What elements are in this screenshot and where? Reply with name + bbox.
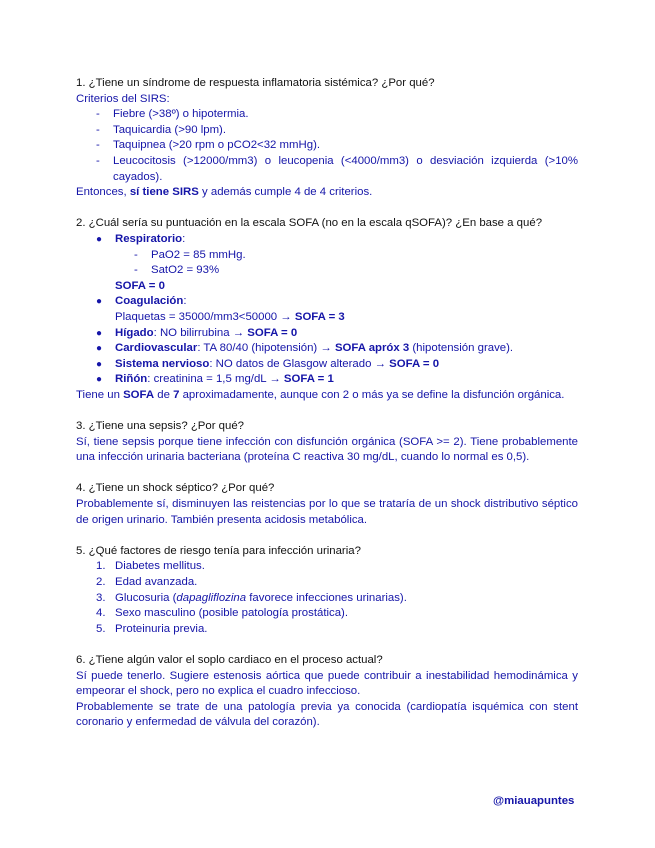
sofa-nervous: ● Sistema nervioso: NO datos de Glasgow alterado → SOFA = 0	[96, 357, 440, 370]
sirs-intro: Criterios del SIRS:	[76, 92, 170, 105]
list-item: - Fiebre (>38º) o hipotermia.	[96, 108, 249, 121]
list-item: - Taquipnea (>20 rpm o pCO2<32 mmHg).	[96, 139, 321, 152]
list-item: - Taquicardia (>90 lpm).	[96, 123, 227, 136]
sofa-cardiovascular: ● Cardiovascular: TA 80/40 (hipotensión) → SOFA apróx 3 (hipotensión grave).	[96, 342, 514, 355]
answer-3: Sí, tiene sepsis porque tiene infección con disfunción orgánica (SOFA >= 2). Tiene probablemente una infección urinaria bacteriana (proteína C reactiva 30 mg/dL, cuando lo normal es 0,5).	[76, 435, 578, 464]
list-item: 4. Sexo masculino (posible patología prostática).	[96, 607, 349, 620]
sofa-kidney: ● Riñón: creatinina = 1,5 mg/dL → SOFA = 1	[96, 373, 334, 386]
sofa-liver: ● Hígado: NO bilirrubina → SOFA = 0	[96, 326, 298, 339]
sirs-conclusion: Entonces, sí tiene SIRS y además cumple 4 de 4 criterios.	[76, 186, 373, 199]
question-6: 6. ¿Tiene algún valor el soplo cardiaco en el proceso actual?	[76, 653, 383, 666]
list-item: - PaO2 = 85 mmHg.	[134, 248, 246, 261]
question-5: 5. ¿Qué factores de riesgo tenía para infección urinaria?	[76, 544, 361, 557]
list-item: - Leucocitosis (>12000/mm3) o leucopenia (<4000/mm3) o desviación izquierda (>10% cayados).	[96, 154, 578, 183]
sofa-resp-score: SOFA = 0	[115, 279, 165, 292]
answer-6b: Probablemente se trate de una patología previa ya conocida (cardiopatía isquémica con stent coronario y enfermedad de válvula del corazón).	[76, 700, 578, 729]
sofa-coag-detail: Plaquetas = 35000/mm3<50000 → SOFA = 3	[115, 310, 345, 323]
question-1: 1. ¿Tiene un síndrome de respuesta inflamatoria sistémica? ¿Por qué?	[76, 77, 435, 89]
list-item: 3. Glucosuria (dapagliflozina favorece infecciones urinarias).	[96, 591, 407, 604]
sofa-total: Tiene un SOFA de 7 aproximadamente, aunque con 2 o más ya se define la disfunción orgánica.	[76, 388, 565, 401]
list-item: 2. Edad avanzada.	[96, 576, 198, 588]
document-body	[76, 76, 578, 731]
list-item: - SatO2 = 93%	[134, 264, 220, 277]
answer-4: Probablemente sí, disminuyen las reistencias por lo que se trataría de un shock distributivo séptico de origen urinario. También presenta acidosis metabólica.	[76, 498, 578, 526]
answer-6a: Sí puede tenerlo. Sugiere estenosis aórtica que puede contribuir a inestabilidad hemodinámica y empeorar el shock, pero no explica el cuadro infeccioso.	[76, 669, 578, 698]
list-item: 1. Diabetes mellitus.	[96, 560, 205, 573]
list-item: 5. Proteinuria previa.	[96, 622, 208, 635]
sofa-coagulation: ● Coagulación:	[96, 295, 187, 308]
author-handle: @miauapuntes	[493, 795, 575, 807]
question-4: 4. ¿Tiene un shock séptico? ¿Por qué?	[76, 482, 275, 495]
question-2: 2. ¿Cuál sería su puntuación en la escala SOFA (no en la escala qSOFA)? ¿En base a qué?	[76, 217, 543, 230]
sofa-respiratory: ● Respiratorio:	[96, 232, 186, 245]
question-3: 3. ¿Tiene una sepsis? ¿Por qué?	[76, 420, 245, 433]
